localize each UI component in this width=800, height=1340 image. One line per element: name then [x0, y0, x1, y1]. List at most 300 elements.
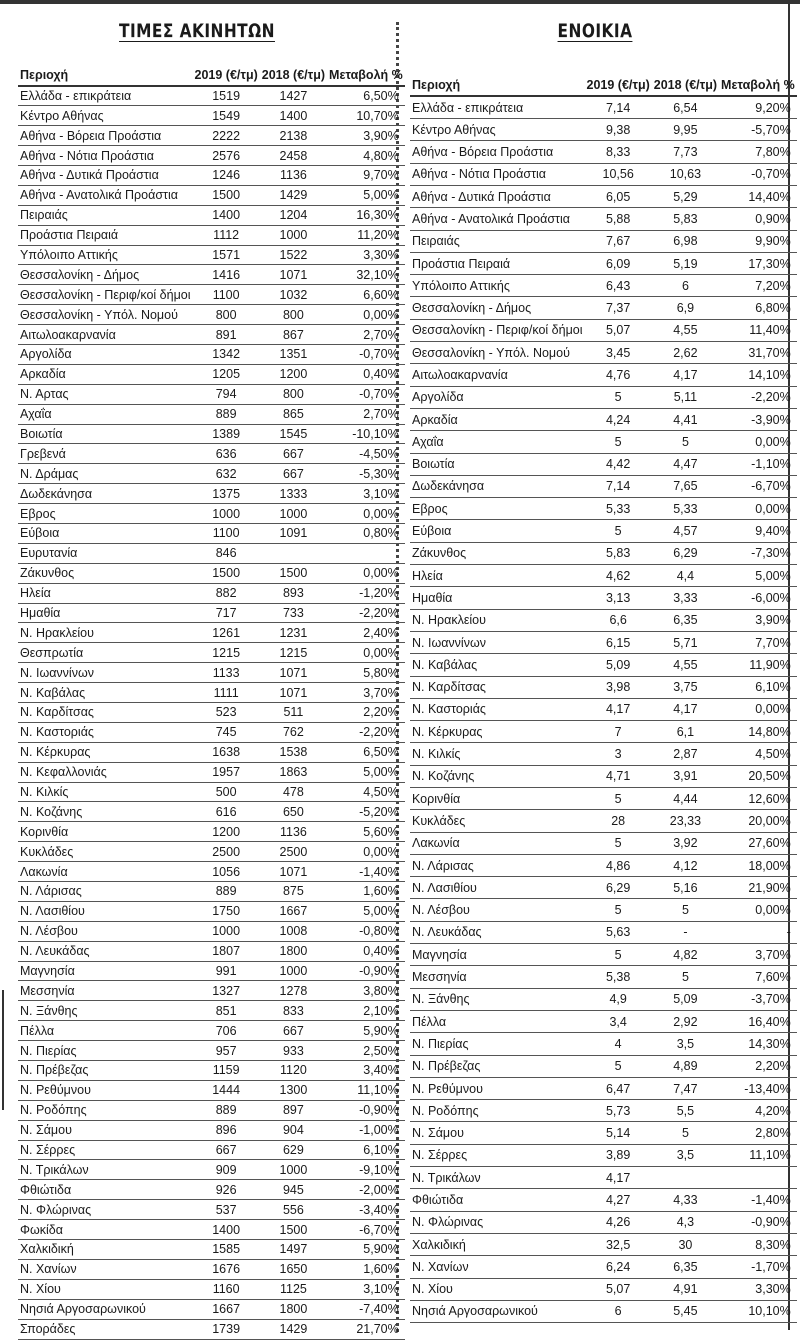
value-2019-cell: 3,13 [585, 587, 652, 609]
table-row [410, 899, 797, 921]
value-2019-cell: 5 [585, 944, 652, 966]
value-2019-cell: 537 [193, 1200, 260, 1220]
value-2018-cell: 5,5 [652, 1100, 719, 1122]
value-2019-cell: 1111 [193, 683, 260, 703]
region-cell: Ν. Αρτας [18, 384, 193, 404]
table-row [410, 96, 797, 118]
region-cell: Ημαθία [410, 587, 585, 609]
value-2019-cell: 909 [193, 1160, 260, 1180]
region-cell: Πέλλα [18, 1021, 193, 1041]
table-row [18, 683, 405, 703]
value-2018-cell: 4,3 [652, 1211, 719, 1233]
table-row [410, 1300, 797, 1322]
change-cell: 9,40% [719, 520, 797, 542]
change-cell: -3,70% [719, 988, 797, 1010]
region-cell: Ν. Πιερίας [18, 1041, 193, 1061]
change-cell: 1,60% [327, 882, 405, 902]
change-cell: 6,50% [327, 86, 405, 106]
region-cell: Νησιά Αργοσαρωνικού [410, 1300, 585, 1322]
value-2019-cell: 1056 [193, 862, 260, 882]
region-cell: Αργολίδα [18, 344, 193, 364]
table-row [410, 141, 797, 163]
value-2018-cell: 1231 [260, 623, 327, 643]
value-2018-cell: 667 [260, 1021, 327, 1041]
value-2018-cell: 6,1 [652, 721, 719, 743]
value-2019-cell: 794 [193, 384, 260, 404]
region-cell: Εβρος [18, 504, 193, 524]
value-2018-cell: 10,63 [652, 163, 719, 185]
table-row [410, 832, 797, 854]
value-2019-cell: 1585 [193, 1240, 260, 1260]
value-2019-cell: 1342 [193, 344, 260, 364]
value-2019-cell: 7,14 [585, 475, 652, 497]
region-cell: Ν. Κέρκυρας [18, 742, 193, 762]
change-cell: 32,10% [327, 265, 405, 285]
table-row [18, 1021, 405, 1041]
table-row [18, 464, 405, 484]
value-2019-cell: 717 [193, 603, 260, 623]
value-2019-cell: 5,07 [585, 1278, 652, 1300]
value-2018-cell: 2,62 [652, 342, 719, 364]
region-cell: Αθήνα - Βόρεια Προάστια [18, 126, 193, 146]
table-row [410, 1233, 797, 1255]
value-2018-cell: 1091 [260, 523, 327, 543]
change-cell: 12,60% [719, 788, 797, 810]
value-2019-cell: 7,14 [585, 96, 652, 118]
value-2019-cell: 1389 [193, 424, 260, 444]
value-2018-cell: 1400 [260, 106, 327, 126]
header-2018: 2018 (€/τμ) [652, 74, 719, 96]
value-2018-cell: 3,91 [652, 765, 719, 787]
value-2019-cell: 636 [193, 444, 260, 464]
value-2018-cell: 897 [260, 1100, 327, 1120]
value-2019-cell: 32,5 [585, 1233, 652, 1255]
table-row [410, 453, 797, 475]
region-cell: Αθήνα - Νότια Προάστια [18, 146, 193, 166]
value-2019-cell: 5,09 [585, 654, 652, 676]
value-2018-cell: 4,41 [652, 408, 719, 430]
change-cell: -0,70% [327, 384, 405, 404]
change-cell: 6,10% [719, 676, 797, 698]
table-row [410, 163, 797, 185]
value-2019-cell: 851 [193, 1001, 260, 1021]
table-row [18, 225, 405, 245]
region-cell: Ν. Λασιθίου [18, 901, 193, 921]
change-cell: -3,40% [327, 1200, 405, 1220]
region-cell: Ν. Τρικάλων [410, 1167, 585, 1189]
change-cell: 5,00% [719, 565, 797, 587]
value-2018-cell: 4,91 [652, 1278, 719, 1300]
region-cell: Αθήνα - Ανατολικά Προάστια [18, 185, 193, 205]
value-2018-cell: 5 [652, 1122, 719, 1144]
value-2019-cell: 9,38 [585, 119, 652, 141]
value-2019-cell: 5,63 [585, 921, 652, 943]
table-row [18, 1041, 405, 1061]
region-cell: Ν. Λασιθίου [410, 877, 585, 899]
value-2018-cell: 1333 [260, 484, 327, 504]
change-cell: -6,70% [327, 1220, 405, 1240]
value-2019-cell: 1261 [193, 623, 260, 643]
region-cell: Λακωνία [18, 862, 193, 882]
value-2019-cell: 4,71 [585, 765, 652, 787]
value-2019-cell: 1571 [193, 245, 260, 265]
table-row [18, 603, 405, 623]
region-cell: Ν. Λευκάδας [410, 921, 585, 943]
change-cell: 0,00% [327, 305, 405, 325]
table-row [18, 245, 405, 265]
value-2018-cell: 762 [260, 722, 327, 742]
value-2018-cell: 5,45 [652, 1300, 719, 1322]
table-row [410, 275, 797, 297]
table-row [18, 364, 405, 384]
table-row [410, 386, 797, 408]
table-row [18, 762, 405, 782]
region-cell: Ν. Καστοριάς [410, 698, 585, 720]
change-cell: 0,00% [327, 563, 405, 583]
region-cell: Κέντρο Αθήνας [18, 106, 193, 126]
value-2019-cell: 4 [585, 1033, 652, 1055]
table-row [18, 185, 405, 205]
table-row [410, 1211, 797, 1233]
value-2019-cell: 6,05 [585, 185, 652, 207]
value-2018-cell: 1545 [260, 424, 327, 444]
region-cell: Πειραιάς [18, 205, 193, 225]
value-2018-cell: 5,09 [652, 988, 719, 1010]
value-2018-cell: 1120 [260, 1061, 327, 1081]
value-2018-cell: 7,47 [652, 1077, 719, 1099]
change-cell: 3,70% [327, 683, 405, 703]
region-cell: Κέντρο Αθήνας [410, 119, 585, 141]
value-2019-cell: 6,24 [585, 1256, 652, 1278]
table-row [18, 265, 405, 285]
value-2018-cell: 904 [260, 1120, 327, 1140]
change-cell: -6,00% [719, 587, 797, 609]
table-row [18, 205, 405, 225]
change-cell: -0,70% [327, 344, 405, 364]
value-2019-cell: 1327 [193, 981, 260, 1001]
change-cell: 0,40% [327, 941, 405, 961]
table-row [410, 1077, 797, 1099]
change-cell: -5,30% [327, 464, 405, 484]
table-row [410, 810, 797, 832]
value-2019-cell: 1750 [193, 901, 260, 921]
table-row [410, 1100, 797, 1122]
rents-body [410, 96, 797, 1322]
region-cell: Ν. Ροδόπης [410, 1100, 585, 1122]
region-cell: Ν. Καρδίτσας [18, 703, 193, 723]
value-2018-cell: 3,5 [652, 1144, 719, 1166]
region-cell: Σποράδες [18, 1319, 193, 1339]
change-cell: 11,10% [719, 1144, 797, 1166]
region-cell: Θεσσαλονίκη - Υπόλ. Νομού [410, 342, 585, 364]
table-header-row [410, 74, 797, 96]
change-cell: 6,50% [327, 742, 405, 762]
table-row [410, 1278, 797, 1300]
region-cell: Αρκαδία [18, 364, 193, 384]
change-cell: -0,80% [327, 921, 405, 941]
change-cell: 18,00% [719, 854, 797, 876]
value-2018-cell: 1000 [260, 961, 327, 981]
value-2019-cell: 1000 [193, 921, 260, 941]
value-2018-cell: 1300 [260, 1080, 327, 1100]
value-2018-cell: 1351 [260, 344, 327, 364]
region-cell: Ν. Καρδίτσας [410, 676, 585, 698]
value-2019-cell: 2500 [193, 842, 260, 862]
region-cell: Ευρυτανία [18, 543, 193, 563]
change-cell: 3,10% [327, 484, 405, 504]
change-cell: 2,80% [719, 1122, 797, 1144]
table-row [18, 404, 405, 424]
change-cell: 0,90% [719, 208, 797, 230]
change-cell: 3,80% [327, 981, 405, 1001]
value-2018-cell: 667 [260, 464, 327, 484]
value-2019-cell: 1638 [193, 742, 260, 762]
value-2018-cell: 6,98 [652, 230, 719, 252]
change-cell: 11,90% [719, 654, 797, 676]
value-2019-cell: 882 [193, 583, 260, 603]
region-cell: Αθήνα - Δυτικά Προάστια [410, 185, 585, 207]
region-cell: Ν. Καβάλας [410, 654, 585, 676]
table-row [18, 1240, 405, 1260]
value-2019-cell: 7,67 [585, 230, 652, 252]
value-2018-cell: 945 [260, 1180, 327, 1200]
value-2018-cell: 1278 [260, 981, 327, 1001]
change-cell: 3,30% [719, 1278, 797, 1300]
value-2019-cell: 1416 [193, 265, 260, 285]
change-cell: 2,10% [327, 1001, 405, 1021]
value-2018-cell: 1071 [260, 683, 327, 703]
table-row [18, 981, 405, 1001]
region-cell: Θεσπρωτία [18, 643, 193, 663]
header-2019: 2019 (€/τμ) [193, 66, 260, 86]
region-cell: Αχαΐα [18, 404, 193, 424]
change-cell: 11,40% [719, 319, 797, 341]
table-row [410, 743, 797, 765]
region-cell: Θεσσαλονίκη - Δήμος [18, 265, 193, 285]
value-2019-cell: 5,07 [585, 319, 652, 341]
table-row [18, 643, 405, 663]
table-row [18, 325, 405, 345]
value-2019-cell: 5,83 [585, 542, 652, 564]
value-2018-cell: 5,19 [652, 252, 719, 274]
change-cell: 2,20% [327, 703, 405, 723]
table-row [410, 342, 797, 364]
value-2018-cell: 800 [260, 305, 327, 325]
region-cell: Ν. Λευκάδας [18, 941, 193, 961]
table-row [18, 344, 405, 364]
value-2019-cell: 5 [585, 899, 652, 921]
table-row [18, 106, 405, 126]
value-2018-cell: 1000 [260, 1160, 327, 1180]
region-cell: Εβρος [410, 498, 585, 520]
region-cell: Αθήνα - Ανατολικά Προάστια [410, 208, 585, 230]
region-cell: Ν. Χανίων [410, 1256, 585, 1278]
value-2019-cell: 6,15 [585, 631, 652, 653]
value-2019-cell: 4,76 [585, 364, 652, 386]
value-2018-cell: 1667 [260, 901, 327, 921]
region-cell: Μεσσηνία [18, 981, 193, 1001]
value-2019-cell: 4,27 [585, 1189, 652, 1211]
value-2018-cell: 1500 [260, 1220, 327, 1240]
table-row [410, 676, 797, 698]
value-2019-cell: 926 [193, 1180, 260, 1200]
value-2019-cell: 889 [193, 404, 260, 424]
change-cell: -6,70% [719, 475, 797, 497]
value-2018-cell: 1000 [260, 504, 327, 524]
value-2019-cell: 706 [193, 1021, 260, 1041]
change-cell: 14,40% [719, 185, 797, 207]
value-2019-cell: 4,24 [585, 408, 652, 430]
change-cell: 20,50% [719, 765, 797, 787]
change-cell: 20,00% [719, 810, 797, 832]
value-2019-cell: 4,86 [585, 854, 652, 876]
region-cell: Θεσσαλονίκη - Υπόλ. Νομού [18, 305, 193, 325]
value-2019-cell: 1246 [193, 165, 260, 185]
value-2019-cell: 1549 [193, 106, 260, 126]
change-cell [327, 543, 405, 563]
change-cell: -1,00% [327, 1120, 405, 1140]
change-cell: 0,00% [719, 698, 797, 720]
region-cell: Πειραιάς [410, 230, 585, 252]
rents-table [410, 74, 797, 1323]
change-cell: -7,40% [327, 1299, 405, 1319]
change-cell: 14,10% [719, 364, 797, 386]
value-2018-cell: 1863 [260, 762, 327, 782]
value-2019-cell: 8,33 [585, 141, 652, 163]
change-cell: -5,70% [719, 119, 797, 141]
change-cell: 0,80% [327, 523, 405, 543]
table-row [410, 788, 797, 810]
change-cell: 2,70% [327, 404, 405, 424]
change-cell: 0,00% [327, 643, 405, 663]
value-2019-cell: 889 [193, 1100, 260, 1120]
region-cell: Υπόλοιπο Αττικής [18, 245, 193, 265]
region-cell: Ν. Κιλκίς [18, 782, 193, 802]
value-2018-cell: 1429 [260, 185, 327, 205]
table-row [410, 1033, 797, 1055]
change-cell: -0,90% [327, 961, 405, 981]
table-row [18, 1299, 405, 1319]
value-2018-cell: 1522 [260, 245, 327, 265]
change-cell: 0,40% [327, 364, 405, 384]
region-cell: Ν. Ιωαννίνων [410, 631, 585, 653]
table-row [18, 822, 405, 842]
region-cell: Ζάκυνθος [18, 563, 193, 583]
change-cell: 10,10% [719, 1300, 797, 1322]
table-row [410, 698, 797, 720]
value-2019-cell: 896 [193, 1120, 260, 1140]
region-cell: Ν. Καβάλας [18, 683, 193, 703]
change-cell: -7,30% [719, 542, 797, 564]
value-2019-cell: 523 [193, 703, 260, 723]
change-cell: 5,00% [327, 762, 405, 782]
value-2018-cell: 4,47 [652, 453, 719, 475]
value-2018-cell: 833 [260, 1001, 327, 1021]
table-row [18, 1100, 405, 1120]
table-row [410, 609, 797, 631]
change-cell: -2,20% [719, 386, 797, 408]
change-cell: 0,00% [719, 431, 797, 453]
value-2018-cell: 1800 [260, 1299, 327, 1319]
value-2019-cell: 4,62 [585, 565, 652, 587]
region-cell: Κυκλάδες [18, 842, 193, 862]
table-row [18, 941, 405, 961]
value-2019-cell: 1519 [193, 86, 260, 106]
value-2018-cell: 511 [260, 703, 327, 723]
table-row [410, 297, 797, 319]
value-2018-cell: 3,33 [652, 587, 719, 609]
table-row [410, 587, 797, 609]
table-row [18, 882, 405, 902]
change-cell: 0,00% [327, 842, 405, 862]
table-row [18, 1319, 405, 1339]
value-2018-cell: 7,65 [652, 475, 719, 497]
value-2018-cell: 5,11 [652, 386, 719, 408]
change-cell: 10,70% [327, 106, 405, 126]
change-cell: 5,90% [327, 1021, 405, 1041]
value-2019-cell: 4,9 [585, 988, 652, 1010]
value-2019-cell: 5 [585, 832, 652, 854]
change-cell: 6,10% [327, 1140, 405, 1160]
region-cell: Βοιωτία [410, 453, 585, 475]
value-2018-cell: 30 [652, 1233, 719, 1255]
change-cell: 9,90% [719, 230, 797, 252]
value-2018-cell: 1008 [260, 921, 327, 941]
table-row [410, 565, 797, 587]
region-cell: Νησιά Αργοσαρωνικού [18, 1299, 193, 1319]
value-2018-cell: 6,9 [652, 297, 719, 319]
region-cell: Ν. Κιλκίς [410, 743, 585, 765]
region-cell: Ν. Δράμας [18, 464, 193, 484]
value-2019-cell: 5 [585, 520, 652, 542]
region-cell: Γρεβενά [18, 444, 193, 464]
region-cell: Ν. Ρεθύμνου [410, 1077, 585, 1099]
property-prices-body [18, 86, 405, 1339]
change-cell: -2,20% [327, 603, 405, 623]
table-row [18, 285, 405, 305]
region-cell: Κυκλάδες [410, 810, 585, 832]
value-2018-cell: 4,55 [652, 319, 719, 341]
value-2019-cell: 1100 [193, 285, 260, 305]
table-row [410, 654, 797, 676]
table-row [410, 208, 797, 230]
value-2019-cell: 4,17 [585, 1167, 652, 1189]
change-cell: 4,80% [327, 146, 405, 166]
value-2019-cell: 3,4 [585, 1010, 652, 1032]
region-cell: Κορινθία [410, 788, 585, 810]
value-2019-cell: 632 [193, 464, 260, 484]
value-2018-cell: 5 [652, 966, 719, 988]
table-row [410, 498, 797, 520]
property-prices-title: ΤΙΜΕΣ ΑΚΙΝΗΤΩΝ [119, 20, 275, 42]
change-cell: 5,90% [327, 1240, 405, 1260]
value-2019-cell: 745 [193, 722, 260, 742]
change-cell: 4,50% [327, 782, 405, 802]
value-2018-cell: 6,35 [652, 1256, 719, 1278]
region-cell: Ν. Χίου [410, 1278, 585, 1300]
value-2018-cell: 7,73 [652, 141, 719, 163]
table-row [410, 185, 797, 207]
region-cell: Ν. Φλώρινας [18, 1200, 193, 1220]
value-2018-cell: - [652, 921, 719, 943]
value-2018-cell: 3,92 [652, 832, 719, 854]
value-2018-cell: 865 [260, 404, 327, 424]
value-2019-cell: 889 [193, 882, 260, 902]
table-row [18, 742, 405, 762]
table-row [18, 1220, 405, 1240]
value-2018-cell: 4,82 [652, 944, 719, 966]
left-margin-mark [2, 990, 4, 1110]
